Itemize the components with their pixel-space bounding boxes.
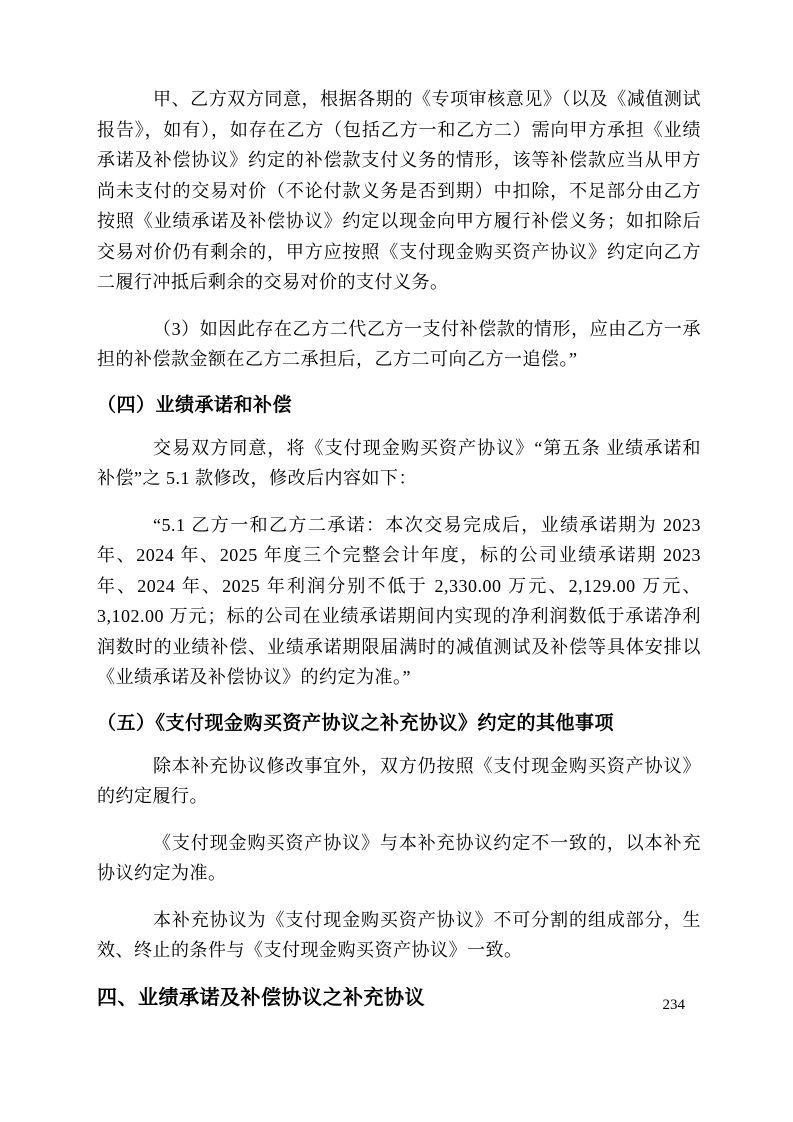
- paragraph-other-matters-precedence: 《支付现金购买资产协议》与本补充协议约定不一致的，以本补充协议约定为准。: [97, 832, 701, 883]
- heading-section-four-performance-commitment: （四）业绩承诺和补偿: [97, 394, 293, 416]
- paragraph-clause-3-recourse: （3）如因此存在乙方二代乙方一支付补偿款的情形，应由乙方一承担的补偿款金额在乙方二承担后，乙方二可向乙方一追偿。”: [97, 318, 701, 369]
- page-number: 234: [662, 997, 685, 1013]
- paragraph-clause-5-1-commitment: “5.1 乙方一和乙方二承诺：本次交易完成后，业绩承诺期为 2023 年、2024 年、2025 年度三个完整会计年度，标的公司业绩承诺期 2023 年、2024 年、2025 年利润分别不低于 2,330.00 万元、2,129.00 万元、3,102.00 万元；标的公司在业绩承诺期间内实现的净利润数低于承诺净利润数时的业绩补偿、业绩承诺期限届满时的减值测试及补偿等具体安排以《业绩承诺及补偿协议》的约定为准。”: [97, 514, 701, 687]
- heading-section-five-other-matters: （五）《支付现金购买资产协议之补充协议》约定的其他事项: [97, 712, 615, 734]
- paragraph-other-matters-integral-part: 本补充协议为《支付现金购买资产协议》不可分割的组成部分，生效、终止的条件与《支付现金购买资产协议》一致。: [97, 909, 701, 960]
- paragraph-other-matters-performance: 除本补充协议修改事宜外，双方仍按照《支付现金购买资产协议》的约定履行。: [97, 755, 701, 806]
- heading-chapter-four-supplement-agreement: 四、业绩承诺及补偿协议之补充协议: [97, 986, 425, 1009]
- paragraph-compensation-deduction: 甲、乙方双方同意，根据各期的《专项审核意见》（以及《减值测试报告》，如有），如存在乙方（包括乙方一和乙方二）需向甲方承担《业绩承诺及补偿协议》约定的补偿款支付义务的情形，该等补偿款应当从甲方尚未支付的交易对价（不论付款义务是否到期）中扣除，不足部分由乙方按照《业绩承诺及补偿协议》约定以现金向甲方履行补偿义务；如扣除后交易对价仍有剩余的，甲方应按照《支付现金购买资产协议》约定向乙方二履行冲抵后剩余的交易对价的支付义务。: [97, 89, 701, 292]
- paragraph-amendment-intro: 交易双方同意，将《支付现金购买资产协议》“第五条 业绩承诺和补偿”之 5.1 款修改，修改后内容如下：: [97, 437, 701, 488]
